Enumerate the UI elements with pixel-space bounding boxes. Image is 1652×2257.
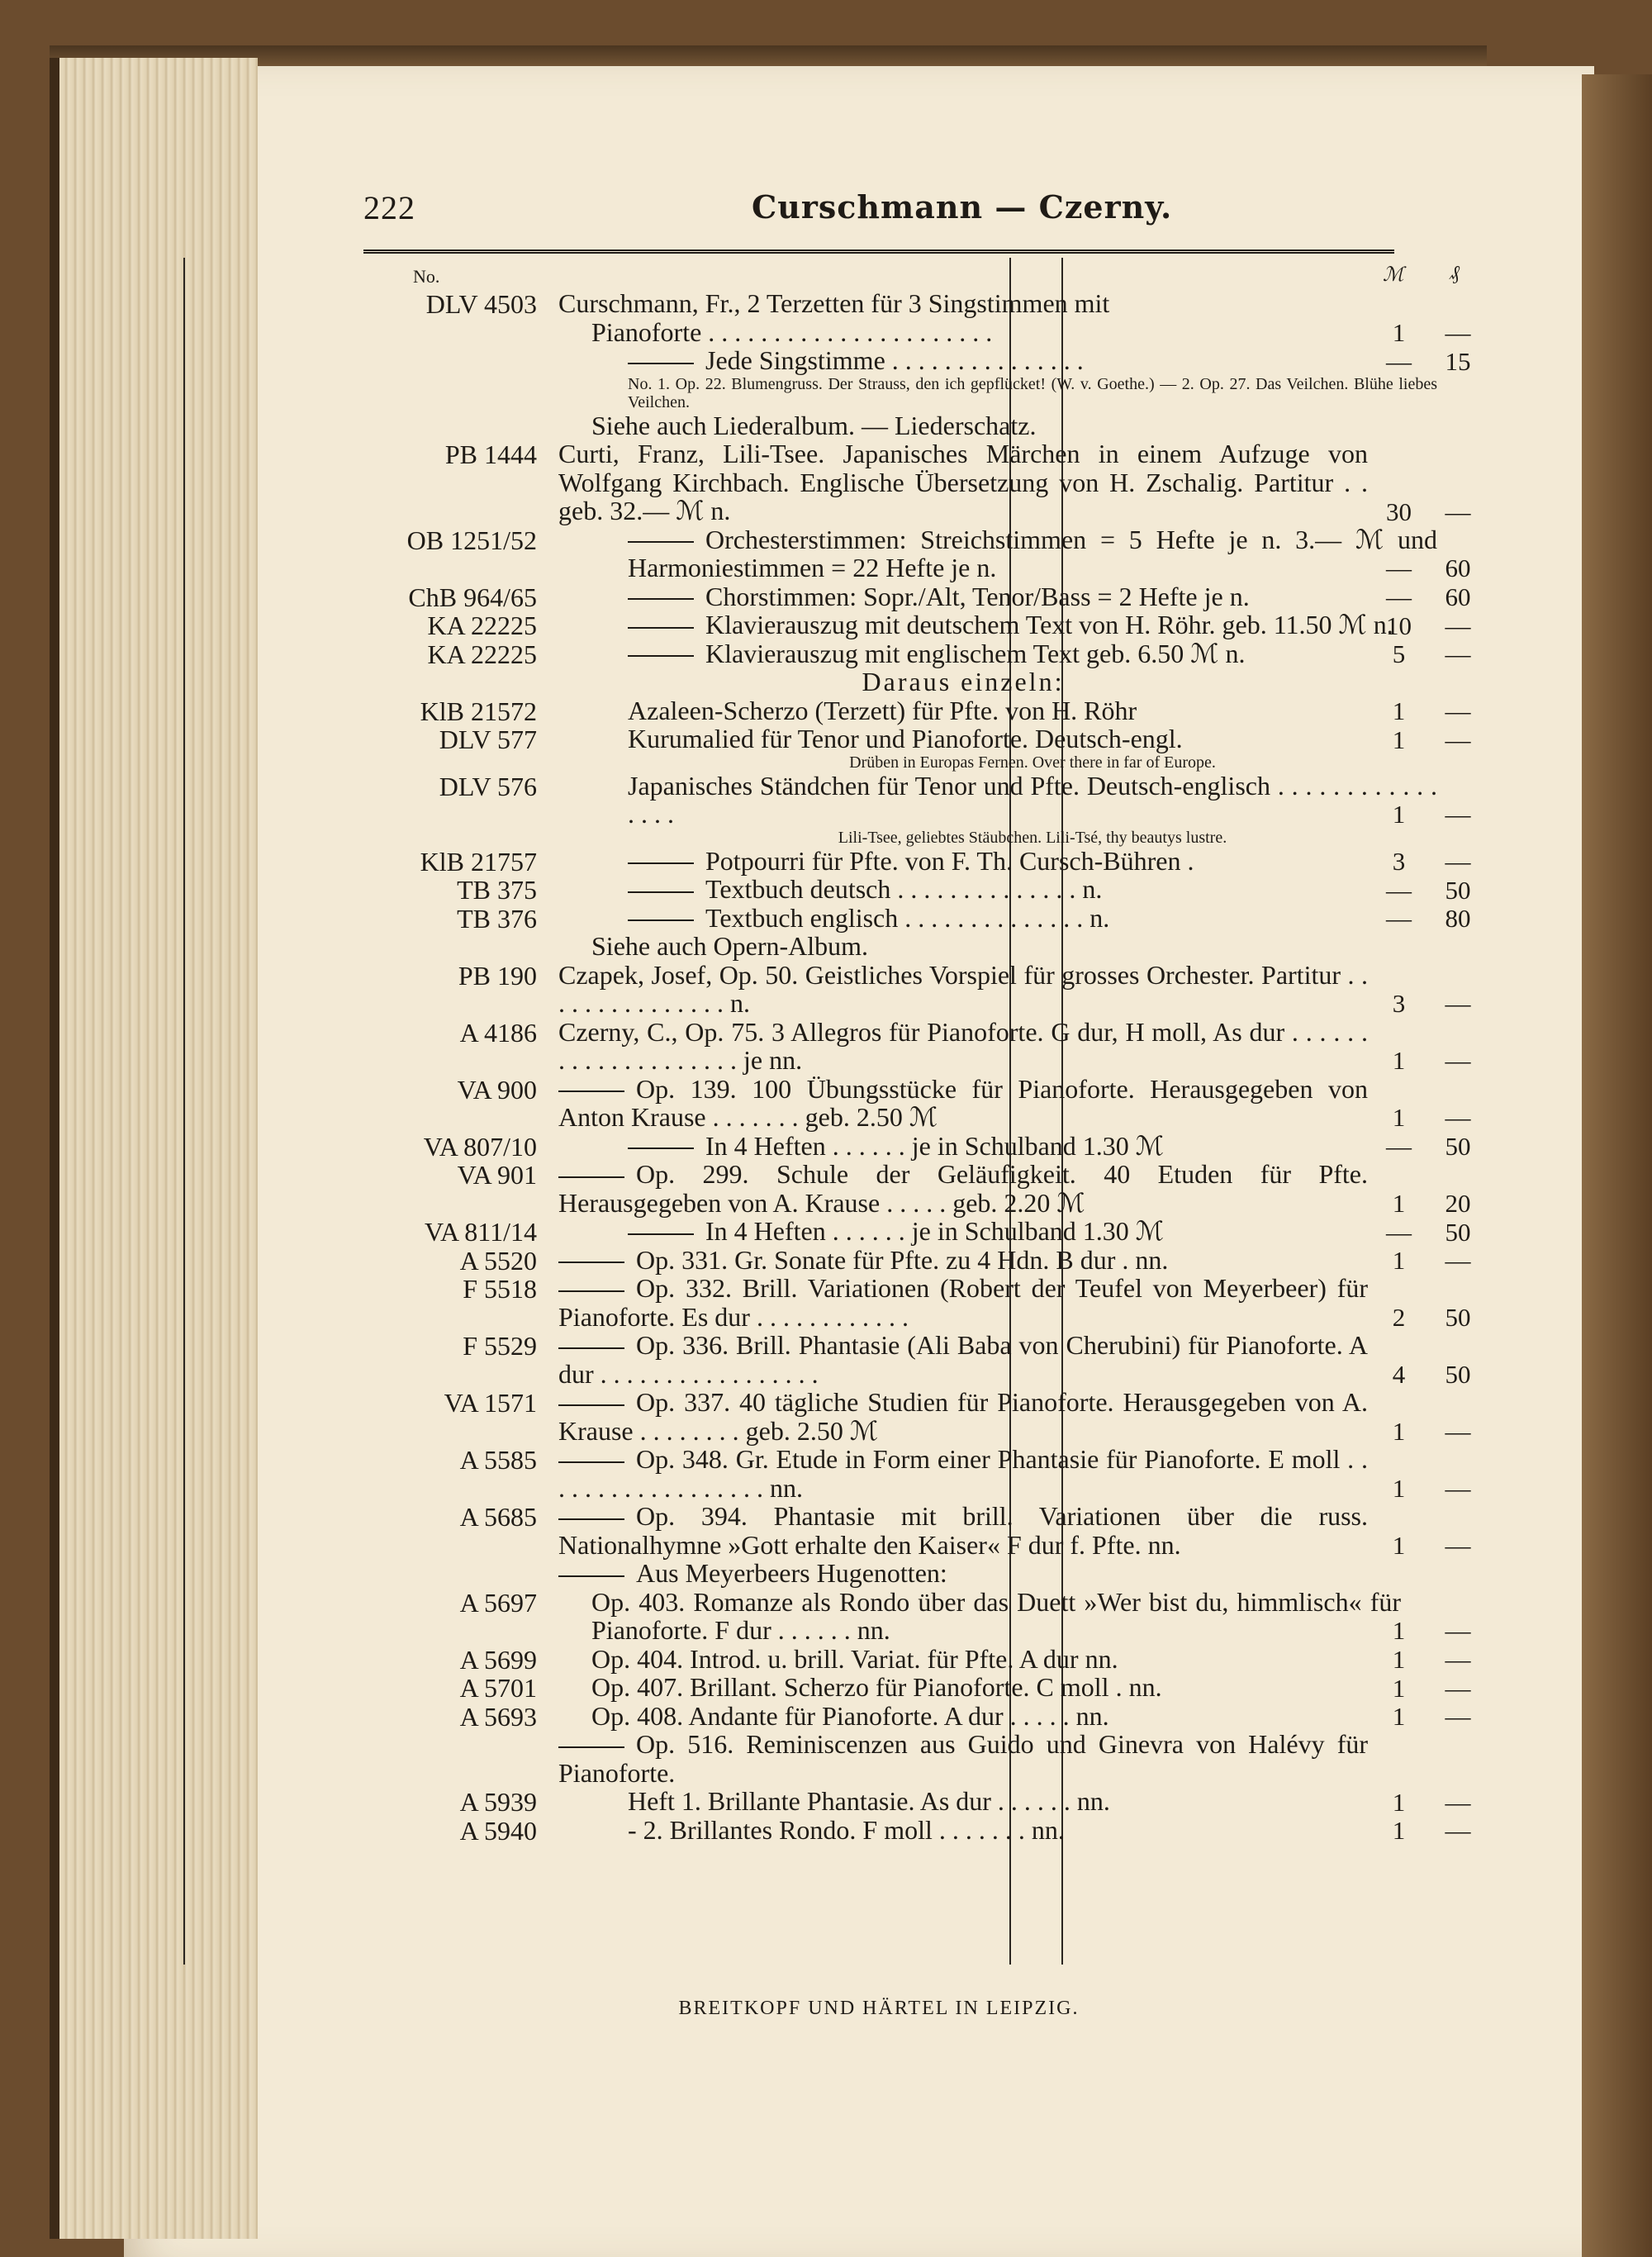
catalog-table xyxy=(363,258,1471,1846)
price-pfennig: 60 xyxy=(1445,582,1471,611)
price-mark: 1 xyxy=(1392,1673,1406,1703)
price-pfennig: — xyxy=(1445,1645,1471,1674)
price-mark: — xyxy=(1386,582,1412,611)
entry-text xyxy=(558,1816,1437,1845)
entry-description: Op. 336. Brill. Phantasie (Ali Baba von Cherubini) für Pianoforte. A dur . . . . . . . . . . . . . . . . . xyxy=(558,1330,1368,1389)
catalog-row xyxy=(363,770,1471,829)
catalog-row xyxy=(363,845,1471,877)
price-mark: 1 xyxy=(1392,1530,1406,1560)
price-pfennig: — xyxy=(1445,318,1471,347)
entry-text xyxy=(558,1702,1401,1731)
price-pfennig: — xyxy=(1445,1046,1471,1075)
price-pfennig: — xyxy=(1445,1816,1471,1845)
publisher-footer: BREITKOPF UND HÄRTEL IN LEIPZIG. xyxy=(678,1998,1080,2019)
catalog-row xyxy=(363,1586,1471,1645)
entry-text xyxy=(558,1559,1368,1588)
catalog-number: A 5685 xyxy=(459,1502,537,1532)
price-mark: 5 xyxy=(1392,639,1406,668)
catalog-row xyxy=(363,1216,1471,1247)
price-pfennig: — xyxy=(1445,1416,1471,1446)
price-mark: 1 xyxy=(1392,318,1406,347)
entry-description: Op. 408. Andante für Pianoforte. A dur . . . . . nn. xyxy=(591,1700,1109,1731)
entry-text xyxy=(558,1502,1368,1559)
entry-text xyxy=(558,904,1437,933)
catalog-row xyxy=(363,668,1394,696)
catalog-row xyxy=(363,1016,1471,1075)
catalog-number: ChB 964/65 xyxy=(408,582,537,612)
catalog-row xyxy=(363,1559,1394,1588)
catalog-number: OB 1251/52 xyxy=(406,525,537,555)
entry-description: Siehe auch Opern-Album. xyxy=(591,931,869,961)
price-mark: 1 xyxy=(1392,1103,1406,1132)
entry-text xyxy=(558,346,1437,375)
column-rule-number xyxy=(183,258,185,1965)
entry-description: Czapek, Josef, Op. 50. Geistliches Vorspiel für grosses Orchester. Partitur . . . . . . . . . . . . . . . n. xyxy=(558,959,1368,1018)
entry-description: Op. 403. Romanze als Rondo über das Duett »Wer bist du, himmlisch« für Pianoforte. F dur . . . . . . nn. xyxy=(591,1586,1401,1645)
price-mark: 1 xyxy=(1392,1816,1406,1845)
ditto-dash xyxy=(628,655,694,657)
catalog-row xyxy=(363,1444,1471,1503)
catalog-number: F 5529 xyxy=(463,1331,537,1361)
price-mark: 1 xyxy=(1392,1046,1406,1075)
catalog-number: VA 901 xyxy=(457,1160,537,1190)
header-rule xyxy=(363,249,1394,254)
price-pfennig: 50 xyxy=(1445,1132,1471,1161)
entry-description: Op. 348. Gr. Etude in Form einer Phantasie für Pianoforte. E moll . . . . . . . . . . . . . . . . . . nn. xyxy=(558,1444,1368,1503)
catalog-row xyxy=(363,581,1471,612)
price-mark: 2 xyxy=(1392,1302,1406,1332)
price-pfennig: — xyxy=(1445,1246,1471,1275)
price-mark: 1 xyxy=(1392,800,1406,829)
ditto-dash xyxy=(628,363,694,364)
book-page-edges xyxy=(50,58,258,2239)
column-head-number: No. xyxy=(413,266,440,287)
catalog-number: KA 22225 xyxy=(427,611,537,640)
catalog-number: VA 900 xyxy=(457,1074,537,1105)
catalog-row xyxy=(363,610,1471,640)
entry-text xyxy=(558,1075,1368,1132)
entry-text xyxy=(558,668,1368,696)
entry-description: Chorstimmen: Sopr./Alt, Tenor/Bass = 2 Hefte je n. xyxy=(705,581,1250,611)
price-pfennig: — xyxy=(1445,1673,1471,1703)
catalog-row xyxy=(363,1786,1471,1817)
catalog-number: KlB 21757 xyxy=(420,846,537,877)
ditto-dash xyxy=(558,1746,624,1748)
entry-description: Drüben in Europas Fernen. Over there in far of Europe. xyxy=(849,753,1216,772)
entry-text xyxy=(558,725,1437,753)
ditto-dash xyxy=(558,1518,624,1520)
price-mark: — xyxy=(1386,1132,1412,1161)
price-mark: 1 xyxy=(1392,1645,1406,1674)
entry-description: Jede Singstimme . . . . . . . . . . . . . . . xyxy=(705,345,1084,375)
ditto-dash xyxy=(558,1347,624,1349)
catalog-number: TB 375 xyxy=(457,875,537,905)
price-pfennig: — xyxy=(1445,989,1471,1018)
price-mark: 1 xyxy=(1392,1787,1406,1817)
catalog-row xyxy=(363,289,1394,318)
catalog-row xyxy=(363,439,1471,526)
price-mark: 1 xyxy=(1392,1473,1406,1503)
entry-text xyxy=(558,1588,1401,1645)
entry-text xyxy=(558,1160,1368,1217)
catalog-row xyxy=(363,345,1471,376)
entry-description: Klavierauszug mit deutschem Text von H. Röhr. geb. 11.50 ℳ n. xyxy=(705,610,1393,639)
catalog-row xyxy=(363,1244,1471,1276)
price-mark: — xyxy=(1386,1217,1412,1247)
entry-text xyxy=(558,1217,1437,1246)
price-mark: 1 xyxy=(1392,1246,1406,1275)
price-pfennig: — xyxy=(1445,1530,1471,1560)
ditto-dash xyxy=(628,862,694,864)
entry-description: Op. 404. Introd. u. brill. Variat. für Pfte. A dur nn. xyxy=(591,1643,1118,1674)
entry-text xyxy=(558,1445,1368,1502)
entry-text xyxy=(558,611,1437,639)
catalog-number: TB 376 xyxy=(457,903,537,934)
entry-text xyxy=(558,411,1401,440)
catalog-row xyxy=(363,1330,1471,1389)
entry-text xyxy=(558,847,1437,876)
entry-description: Kurumalied für Tenor und Pianoforte. Deutsch-engl. xyxy=(628,724,1183,753)
price-mark: 1 xyxy=(1392,696,1406,725)
price-mark: 30 xyxy=(1386,497,1412,526)
catalog-row xyxy=(363,1501,1471,1560)
catalog-row xyxy=(363,1700,1471,1732)
catalog-number: A 5697 xyxy=(459,1587,537,1618)
price-pfennig: 80 xyxy=(1445,904,1471,933)
ditto-dash xyxy=(628,1233,694,1235)
ditto-dash xyxy=(558,1404,624,1406)
catalog-number: VA 1571 xyxy=(444,1388,537,1418)
ditto-dash xyxy=(628,891,694,893)
entry-description: Aus Meyerbeers Hugenotten: xyxy=(636,1558,947,1588)
price-mark: 1 xyxy=(1392,1702,1406,1731)
entry-text xyxy=(558,1018,1368,1075)
ditto-dash xyxy=(628,627,694,629)
catalog-number: A 5701 xyxy=(459,1673,537,1703)
catalog-number: F 5518 xyxy=(463,1274,537,1304)
entry-description: Op. 332. Brill. Variationen (Robert der Teufel von Meyerbeer) für Pianoforte. Es dur . . . . . . . . . . . . xyxy=(558,1273,1368,1332)
entry-description: Japanisches Ständchen für Tenor und Pfte. Deutsch-englisch . . . . . . . . . . . . . . . . xyxy=(628,770,1437,829)
ditto-dash xyxy=(558,1290,624,1292)
catalog-row xyxy=(363,374,1437,411)
entry-description: Heft 1. Brillante Phantasie. As dur . . . . . . nn. xyxy=(628,1786,1110,1816)
catalog-row xyxy=(363,1643,1471,1675)
column-head-pfennig: ₰ xyxy=(1450,263,1460,284)
entry-description: Op. 516. Reminiscenzen aus Guido und Ginevra von Halévy für Pianoforte. xyxy=(558,1729,1368,1788)
ditto-dash xyxy=(628,541,694,543)
entry-description: Op. 299. Schule der Geläufigkeit. 40 Etuden für Pfte. Herausgegeben von A. Krause . . . . . geb. 2.20 ℳ xyxy=(558,1159,1368,1218)
entry-description: Potpourri für Pfte. von F. Th. Cursch-Bühren . xyxy=(705,845,1194,876)
catalog-row xyxy=(363,411,1394,440)
entry-description: Curschmann, Fr., 2 Terzetten für 3 Singstimmen mit xyxy=(558,288,1110,318)
catalog-row xyxy=(363,316,1471,347)
entry-text xyxy=(558,753,1437,772)
ditto-dash xyxy=(558,1575,624,1577)
entry-description: Azaleen-Scherzo (Terzett) für Pfte. von H. Röhr xyxy=(628,695,1137,725)
price-pfennig: — xyxy=(1445,1103,1471,1132)
entry-text xyxy=(558,829,1437,847)
price-pfennig: 60 xyxy=(1445,554,1471,582)
catalog-row xyxy=(363,1273,1471,1332)
page-number: 222 xyxy=(363,189,415,226)
price-mark: 10 xyxy=(1386,611,1412,640)
entry-description: Pianoforte . . . . . . . . . . . . . . . . . . . . . . xyxy=(591,316,993,347)
entry-description: Textbuch englisch . . . . . . . . . . . . . . n. xyxy=(705,902,1110,933)
entry-text xyxy=(558,639,1437,668)
entry-text xyxy=(558,582,1437,611)
entry-description: In 4 Heften . . . . . . je in Schulband 1.30 ℳ xyxy=(705,1130,1165,1161)
entry-text xyxy=(558,318,1401,347)
price-pfennig: — xyxy=(1445,1702,1471,1731)
price-mark: 4 xyxy=(1392,1359,1406,1389)
catalog-row xyxy=(363,638,1471,669)
price-pfennig: 20 xyxy=(1445,1188,1471,1218)
catalog-row xyxy=(363,932,1394,961)
catalog-number: PB 190 xyxy=(458,960,537,991)
price-pfennig: 50 xyxy=(1445,1217,1471,1247)
catalog-row xyxy=(363,1814,1471,1846)
entry-text xyxy=(558,932,1401,961)
entry-description: Lili-Tsee, geliebtes Stäubchen. Lili-Tsé, thy beautys lustre. xyxy=(838,828,1227,847)
price-pfennig: — xyxy=(1445,1616,1471,1645)
catalog-number: A 4186 xyxy=(459,1017,537,1048)
price-pfennig: — xyxy=(1445,1787,1471,1817)
entry-text xyxy=(558,1274,1368,1331)
ditto-dash xyxy=(558,1176,624,1178)
catalog-number: KA 22225 xyxy=(427,639,537,669)
catalog-row xyxy=(363,1073,1471,1132)
column-head-mark: ℳ xyxy=(1383,264,1404,286)
entry-description: Czerny, C., Op. 75. 3 Allegros für Pianoforte. G dur, H moll, As dur . . . . . . . . . . . . . . . . . . . . je nn. xyxy=(558,1016,1368,1075)
ditto-dash xyxy=(558,1461,624,1463)
catalog-row xyxy=(363,959,1471,1018)
catalog-row xyxy=(363,1672,1471,1703)
entry-text xyxy=(558,1388,1368,1445)
book-cover-edge xyxy=(1582,74,1652,2257)
entry-text xyxy=(558,440,1368,525)
entry-description: Op. 394. Phantasie mit brill. Variationen über die russ. Nationalhymne »Gott erhalte den Kaiser« F dur f. Pfte. nn. xyxy=(558,1501,1368,1560)
catalog-number: A 5699 xyxy=(459,1644,537,1675)
ditto-dash xyxy=(628,1148,694,1149)
entry-text xyxy=(558,375,1437,411)
price-pfennig: 15 xyxy=(1445,346,1471,376)
entry-text xyxy=(558,1730,1368,1787)
entry-text xyxy=(558,1673,1401,1702)
price-pfennig: — xyxy=(1445,611,1471,640)
entry-description: - 2. Brillantes Rondo. F moll . . . . . . . nn. xyxy=(628,1814,1065,1845)
price-mark: — xyxy=(1386,904,1412,933)
catalog-number: A 5940 xyxy=(459,1815,537,1846)
catalog-row xyxy=(363,524,1471,582)
entry-description: Op. 407. Brillant. Scherzo für Pianoforte. C moll . nn. xyxy=(591,1672,1162,1702)
price-pfennig: — xyxy=(1445,696,1471,725)
catalog-number: DLV 4503 xyxy=(425,289,537,319)
entry-description: Orchesterstimmen: Streichstimmen = 5 Hefte je n. 3.— ℳ und Harmoniestimmen = 22 Hefte je n. xyxy=(628,524,1437,582)
entry-text xyxy=(558,1246,1368,1275)
price-pfennig: — xyxy=(1445,847,1471,876)
price-pfennig: — xyxy=(1445,639,1471,668)
price-mark: 1 xyxy=(1392,1188,1406,1218)
catalog-rows xyxy=(363,288,1471,1846)
catalog-row xyxy=(363,1730,1394,1787)
entry-text xyxy=(558,1787,1437,1816)
price-pfennig: 50 xyxy=(1445,875,1471,905)
price-mark: 3 xyxy=(1392,847,1406,876)
entry-description: Op. 139. 100 Übungsstücke für Pianoforte. Herausgegeben von Anton Krause . . . . . . . geb. 2.50 ℳ xyxy=(558,1073,1368,1132)
catalog-number: KlB 21572 xyxy=(420,696,537,726)
price-pfennig: — xyxy=(1445,1473,1471,1503)
catalog-number: VA 807/10 xyxy=(423,1131,537,1162)
catalog-row xyxy=(363,724,1471,754)
entry-description: Curti, Franz, Lili-Tsee. Japanisches Märchen in einem Aufzuge von Wolfgang Kirchbach. Englische Übersetzung von H. Zschalig. Partitur . . geb. 32.— ℳ n. xyxy=(558,439,1368,525)
ditto-dash xyxy=(558,1262,624,1263)
price-pfennig: 50 xyxy=(1445,1302,1471,1332)
catalog-row xyxy=(363,753,1394,772)
entry-text xyxy=(558,875,1437,904)
catalog-number: A 5693 xyxy=(459,1701,537,1732)
entry-text xyxy=(558,525,1437,582)
price-mark: — xyxy=(1386,554,1412,582)
price-mark: 1 xyxy=(1392,1616,1406,1645)
catalog-row xyxy=(363,1159,1471,1218)
entry-description: Textbuch deutsch . . . . . . . . . . . . . . n. xyxy=(705,874,1103,904)
entry-description: In 4 Heften . . . . . . je in Schulband 1.30 ℳ xyxy=(705,1216,1165,1246)
entry-text xyxy=(558,1645,1401,1674)
catalog-row xyxy=(363,1387,1471,1446)
catalog-number: PB 1444 xyxy=(444,440,537,469)
price-mark: 3 xyxy=(1392,989,1406,1018)
entry-description: Daraus einzeln: xyxy=(862,667,1065,696)
price-mark: — xyxy=(1386,875,1412,905)
catalog-number: A 5520 xyxy=(459,1245,537,1276)
catalog-number: A 5939 xyxy=(459,1787,537,1817)
entry-text xyxy=(558,289,1368,318)
price-mark: 1 xyxy=(1392,1416,1406,1446)
ditto-dash xyxy=(628,598,694,600)
price-pfennig: 50 xyxy=(1445,1359,1471,1389)
running-title: Curschmann — Czerny. xyxy=(752,188,1173,226)
catalog-row xyxy=(363,902,1471,934)
entry-description: Klavierauszug mit englischem Text geb. 6.50 ℳ n. xyxy=(705,638,1246,668)
entry-description: Siehe auch Liederalbum. — Liederschatz. xyxy=(591,410,1037,440)
catalog-row xyxy=(363,695,1471,726)
entry-text xyxy=(558,1132,1437,1161)
entry-text xyxy=(558,961,1368,1018)
entry-text xyxy=(558,1331,1368,1388)
catalog-row xyxy=(363,874,1471,905)
column-headers xyxy=(363,258,1460,289)
entry-description: No. 1. Op. 22. Blumengruss. Der Strauss, den ich gepflücket! (W. v. Goethe.) — 2. Op. 27. Das Veilchen. Blühe liebes Veilchen. xyxy=(628,374,1437,411)
entry-text xyxy=(558,696,1437,725)
catalog-number: VA 811/14 xyxy=(424,1217,537,1247)
ditto-dash xyxy=(628,919,694,921)
entry-description: Op. 331. Gr. Sonate für Pfte. zu 4 Hdn. B dur . nn. xyxy=(636,1244,1169,1275)
price-pfennig: — xyxy=(1445,800,1471,829)
price-pfennig: — xyxy=(1445,497,1471,526)
catalog-number: DLV 576 xyxy=(439,771,537,801)
price-mark: 1 xyxy=(1392,725,1406,754)
price-mark: — xyxy=(1386,346,1412,376)
ditto-dash xyxy=(558,1090,624,1092)
entry-description: Op. 337. 40 tägliche Studien für Pianoforte. Herausgegeben von A. Krause . . . . . . . . geb. 2.50 ℳ xyxy=(558,1387,1368,1446)
catalog-number: A 5585 xyxy=(459,1445,537,1475)
price-pfennig: — xyxy=(1445,725,1471,754)
catalog-number: DLV 577 xyxy=(439,725,537,754)
entry-text xyxy=(558,772,1437,829)
catalog-row xyxy=(363,1130,1471,1162)
catalog-row xyxy=(363,829,1394,847)
